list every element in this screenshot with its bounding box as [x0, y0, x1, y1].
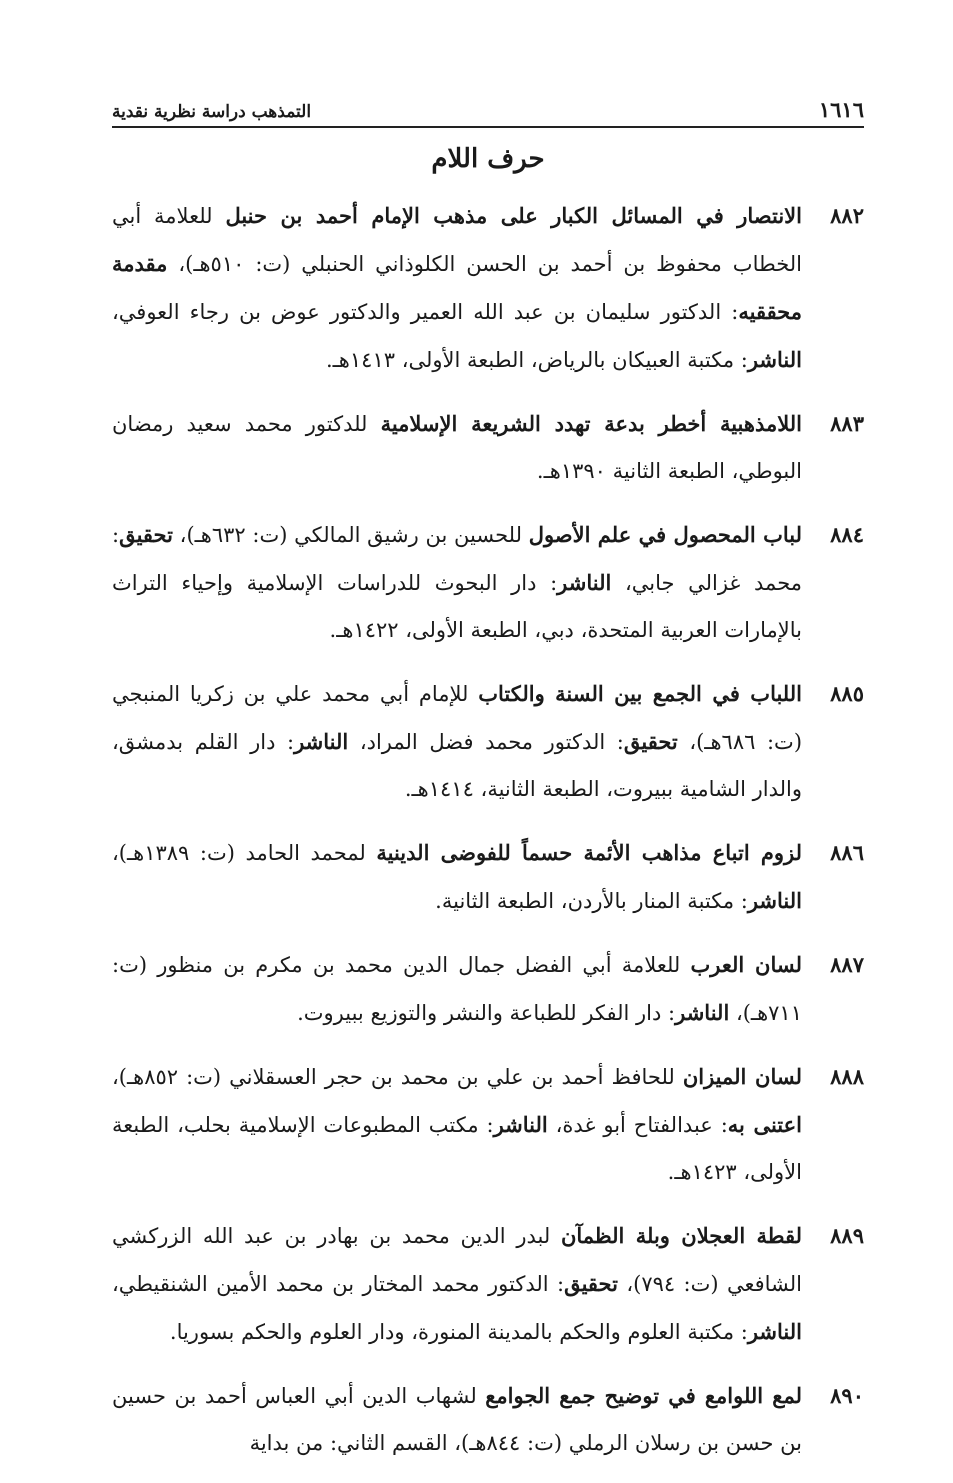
entry-label: الناشر [493, 1112, 548, 1137]
entry-title: اللباب في الجمع بين السنة والكتاب [478, 681, 802, 706]
bibliography-entry [112, 1372, 864, 1467]
bibliography-entry [112, 511, 864, 654]
entry-title: لقطة العجلان وبلة الظمآن [560, 1223, 803, 1248]
entry-number: ٨٨٤ [830, 522, 864, 547]
entry-title: الانتصار في المسائل الكبار على مذهب الإمام أحمد بن حنبل [225, 203, 802, 228]
entry-number: ٨٨٥ [830, 681, 864, 706]
entry-text: الانتصار في المسائل الكبار على مذهب الإمام أحمد بن حنبل للعلامة أبي الخطاب محفوظ بن أحمد بن الحسن الكلوذاني الحنبلي (ت: ٥١٠هـ)، مقدمة محققيه: الدكتور سليمان بن عبد الله العمير والدكتور عوض بن رجاء العوفي، الناشر: مكتبة العبيكان بالرياض، الطبعة الأولى، ١٤١٣هـ. [112, 203, 802, 372]
entry-text: لمع اللوامع في توضيح جمع الجوامع لشهاب الدين أبي العباس أحمد بن حسين بن حسن بن رسلان الرملي (ت: ٨٤٤هـ)، القسم الثاني: من بداية [112, 1383, 802, 1455]
bibliography-entry [112, 941, 864, 1037]
section-title: حرف اللام [431, 144, 545, 174]
bibliography-entry [112, 829, 864, 925]
entry-number: ٨٩٠ [830, 1383, 864, 1408]
entry-label: اعتنى به [727, 1112, 802, 1137]
entry-label: تحقيق [564, 1271, 618, 1296]
bibliography-list [112, 192, 864, 1483]
entry-number: ٨٨٩ [830, 1223, 864, 1248]
entry-text: لقطة العجلان وبلة الظمآن لبدر الدين محمد بن بهادر بن عبد الله الزركشي الشافعي (ت: ٧٩٤)، تحقيق: الدكتور محمد المختار بن محمد الأمين الشنقيطي، الناشر: مكتبة العلوم والحكم بالمدينة المنورة، ودار العلوم والحكم بسوريا. [112, 1223, 803, 1344]
entry-number: ٨٨٦ [830, 840, 864, 865]
entry-title: لسان العرب [690, 952, 802, 977]
entry-text: لسان الميزان للحافظ أحمد بن علي بن محمد بن حجر العسقلاني (ت: ٨٥٢هـ)، اعتنى به: عبدالفتاح أبو غدة، الناشر: مكتب المطبوعات الإسلامية بحلب، الطبعة الأولى، ١٤٢٣هـ. [112, 1064, 802, 1184]
entry-label: الناشر [747, 888, 802, 913]
entry-label: الناشر [557, 570, 612, 595]
entry-label: تحقيق [119, 522, 173, 547]
bibliography-entry [112, 670, 864, 813]
entry-label: الناشر [747, 1319, 802, 1344]
entry-text: اللامذهبية أخطر بدعة تهدد الشريعة الإسلامية للدكتور محمد سعيد رمضان البوطي، الطبعة الثانية ١٣٩٠هـ. [112, 411, 803, 483]
bibliography-entry [112, 400, 864, 495]
entry-text: لباب المحصول في علم الأصول للحسين بن رشيق المالكي (ت: ٦٣٢هـ)، تحقيق: محمد غزالي جابي، الناشر: دار البحوث للدراسات الإسلامية وإحياء التراث بالإمارات العربية المتحدة، دبي، الطبعة الأولى، ١٤٢٢هـ. [112, 522, 803, 642]
entry-label: تحقيق [623, 729, 678, 754]
entry-title: لمع اللوامع في توضيح جمع الجوامع [485, 1383, 802, 1408]
entry-number: ٨٨٨ [830, 1064, 864, 1089]
entry-text: اللباب في الجمع بين السنة والكتاب للإمام أبي محمد علي بن زكريا المنبجي (ت: ٦٨٦هـ)، تحقيق: الدكتور محمد فضل المراد، الناشر: دار القلم بدمشق، والدار الشامية ببيروت، الطبعة الثانية، ١٤١٤هـ. [112, 681, 803, 801]
entry-label: الناشر [675, 1000, 730, 1025]
bibliography-entry [112, 1053, 864, 1196]
entry-title: لزوم اتباع مذاهب الأئمة حسماً للفوضى الدينية [376, 840, 802, 865]
running-header [112, 92, 864, 128]
bibliography-entry [112, 1212, 864, 1356]
entry-label: مقدمة محققيه [112, 251, 802, 324]
bibliography-entry [112, 192, 864, 384]
entry-label: الناشر [747, 347, 802, 372]
entry-title: لباب المحصول في علم الأصول [528, 522, 803, 547]
entry-text: لزوم اتباع مذاهب الأئمة حسماً للفوضى الدينية لمحمد الحامد (ت: ١٣٨٩هـ)، الناشر: مكتبة المنار بالأردن، الطبعة الثانية. [112, 840, 802, 913]
entry-number: ٨٨٣ [830, 411, 864, 436]
entry-text: لسان العرب للعلامة أبي الفضل جمال الدين محمد بن مكرم بن منظور (ت: ٧١١هـ)، الناشر: دار الفكر للطباعة والنشر والتوزيع ببيروت. [112, 952, 802, 1025]
page-number: ١٦١٦ [818, 97, 864, 122]
entry-title: اللامذهبية أخطر بدعة تهدد الشريعة الإسلامية [380, 411, 803, 436]
entry-label: الناشر [294, 729, 349, 754]
entry-title: لسان الميزان [682, 1064, 802, 1089]
book-title: التمذهب دراسة نظرية نقدية [112, 102, 312, 122]
entry-number: ٨٨٧ [830, 952, 864, 977]
entry-number: ٨٨٢ [830, 203, 864, 228]
